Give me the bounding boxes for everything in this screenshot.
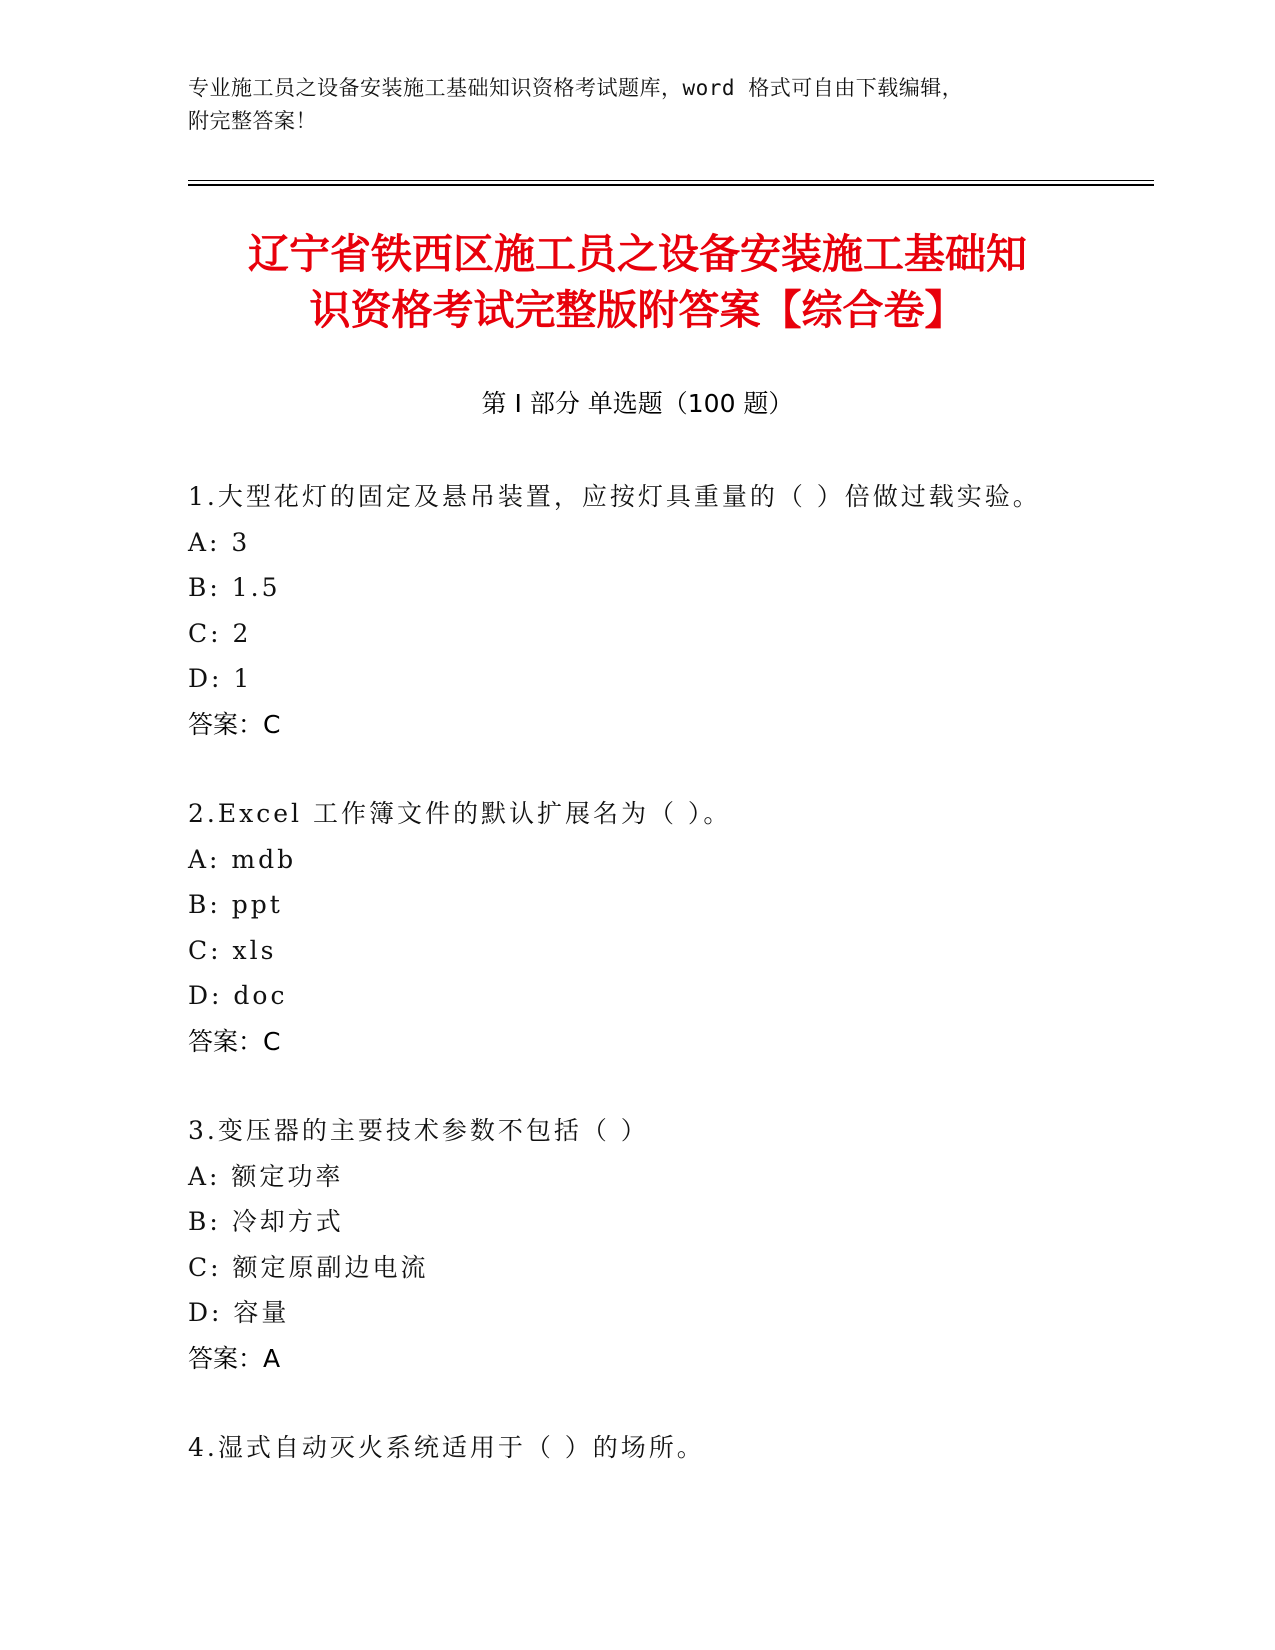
header-note-line-1: 专业施工员之设备安装施工基础知识资格考试题库，word 格式可自由下载编辑， [188,76,964,100]
question-stem: 2.Excel 工作簿文件的默认扩展名为（ ）。 [188,799,732,828]
option-c: C: xls [188,935,277,965]
document-title [130,226,1145,338]
question-2 [188,791,1148,1064]
document-title-line-1: 辽宁省铁西区施工员之设备安装施工基础知 [248,230,1027,278]
document-title-line-2: 识资格考试完整版附答案【综合卷】 [309,286,966,334]
option-c: C: 2 [188,618,252,648]
option-a: A: mdb [188,844,297,874]
header-divider-thin [188,180,1154,181]
answer: 答案：A [188,1343,281,1373]
option-b: B: ppt [188,890,283,919]
question-stem: 1.大型花灯的固定及悬吊装置，应按灯具重量的（ ）倍做过载实验。 [188,482,1041,511]
header-note-line-2: 附完整答案！ [188,109,317,133]
question-list [188,474,1148,1515]
option-c: C: 额定原副边电流 [188,1252,429,1282]
option-a: A: 额定功率 [188,1161,344,1191]
option-b: B: 冷却方式 [188,1207,344,1236]
option-b: B: 1.5 [188,573,281,602]
question-3 [188,1108,1148,1381]
question-1 [188,474,1148,747]
answer: 答案：C [188,1026,281,1056]
answer: 答案：C [188,709,281,739]
option-d: D: 容量 [188,1298,290,1327]
section-title: 第 I 部分 单选题（100 题） [481,389,794,418]
option-d: D: 1 [188,664,253,693]
question-stem: 4.湿式自动灭火系统适用于（ ）的场所。 [188,1433,705,1462]
option-a: A: 3 [188,527,251,557]
question-4 [188,1425,1148,1471]
header-note [188,72,1068,138]
option-d: D: doc [188,981,288,1010]
question-stem: 3.变压器的主要技术参数不包括（ ） [188,1116,649,1145]
header-divider-thick [188,184,1154,186]
